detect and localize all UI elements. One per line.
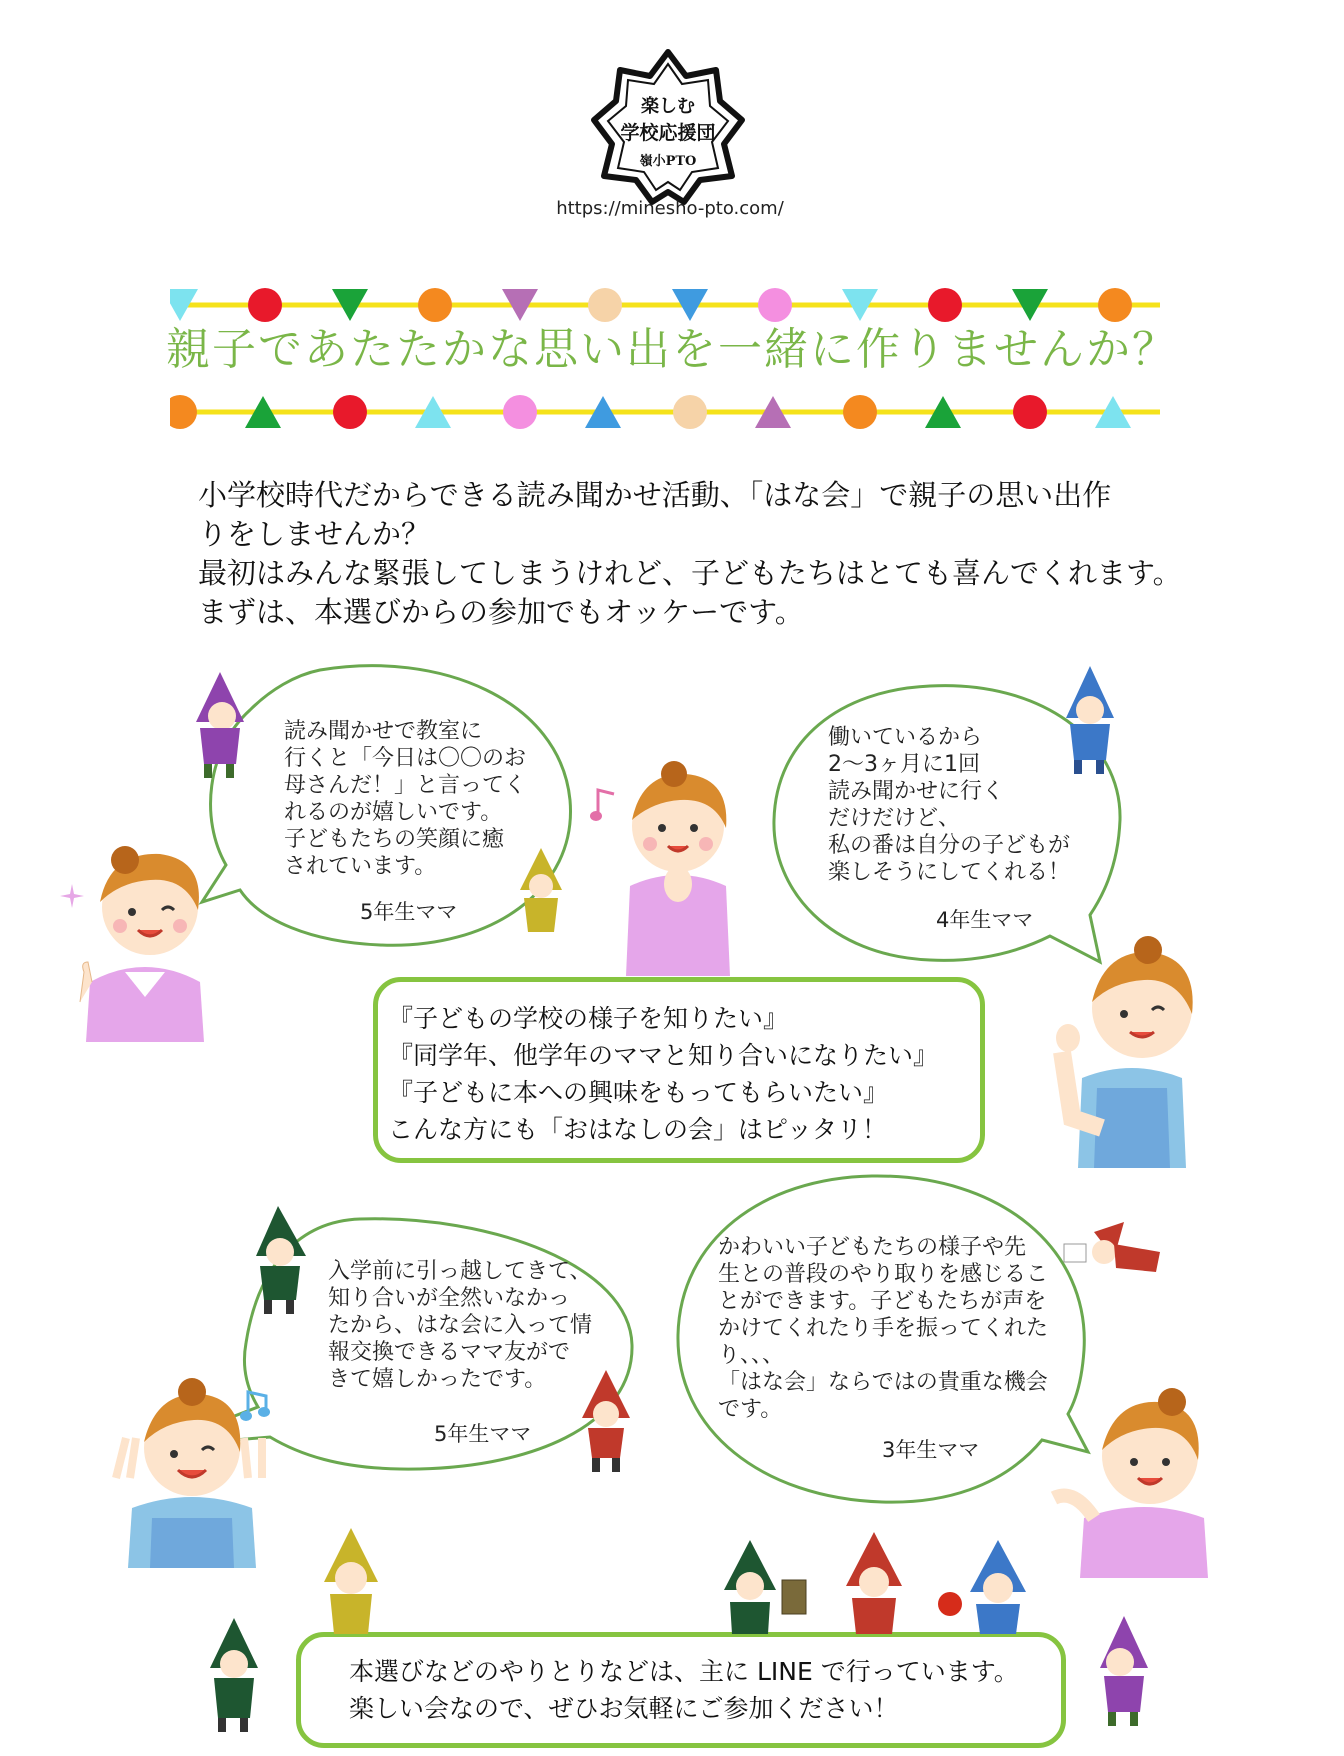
mother-illustration-5: [1054, 1378, 1214, 1578]
box-line: 『子どもの学校の様子を知りたい』: [388, 1004, 789, 1033]
bubble-2-text: [828, 724, 1070, 886]
decorative-shape-row-bottom: [170, 386, 1170, 434]
gnome-illustration-purple: [190, 672, 250, 782]
bubble-4-signature: 3年生ママ: [882, 1438, 980, 1462]
gnome-illustration-purple-2: [1092, 1616, 1154, 1734]
bubble-line: 行くと「今日は〇〇のお: [284, 746, 527, 771]
box-line: こんな方にも「おはなしの会」はピッタリ！: [388, 1115, 888, 1144]
intro-line: まずは、本選びからの参加でもオッケーです。: [198, 595, 804, 629]
music-note-icon: [240, 1388, 270, 1422]
bubble-line: れるのが嬉しいです。: [284, 800, 503, 825]
bubble-line: 知り合いが全然いなかっ: [328, 1286, 571, 1311]
intro-line: りをしませんか？: [198, 517, 431, 551]
bubble-line: とができます。子どもたちが声を: [718, 1289, 1047, 1314]
middle-callout-box: [373, 977, 985, 1163]
gnome-illustration-red-2: [840, 1532, 908, 1634]
pto-logo: [588, 46, 748, 206]
bubble-line: されています。: [284, 854, 437, 879]
bubble-line: り、、、: [718, 1343, 785, 1368]
bubble-1-text: [284, 718, 526, 880]
bubble-line: 母さんだ！」と言ってく: [284, 773, 527, 798]
gnome-illustration-green-2: [204, 1618, 264, 1738]
gnome-illustration-mustard-2: [316, 1528, 386, 1638]
bubble-line: きて嬉しかったです。: [328, 1367, 547, 1392]
bubble-line: かわいい子どもたちの様子や先: [718, 1235, 1027, 1260]
bubble-line: 子どもたちの笑顔に癒: [284, 827, 505, 852]
box-line: 『子どもに本への興味をもってもらいたい』: [388, 1078, 889, 1107]
bubble-line: たから、はな会に入って情: [328, 1313, 593, 1338]
gnome-illustration-blue: [1060, 666, 1120, 780]
bubble-line: 働いているから: [828, 725, 983, 750]
intro-line: 小学校時代だからできる読み聞かせ活動、「はな会」で親子の思い出作: [198, 478, 1112, 512]
box-line: 『同学年、他学年のママと知り合いになりたい』: [388, 1041, 939, 1070]
book-icon: [782, 1580, 806, 1614]
logo-line-2: 学校応援団: [620, 122, 716, 144]
bubble-3-text: [328, 1258, 592, 1393]
mother-illustration-3: [1052, 928, 1212, 1168]
bubble-1-signature: 5年生ママ: [360, 900, 458, 924]
intro-line: 最初はみんな緊張してしまうけれど、子どもたちはとても喜んでくれます。: [198, 556, 1182, 590]
intro-paragraph: [198, 476, 1188, 632]
bubble-line: 入学前に引っ越してきて、: [328, 1259, 592, 1284]
bubble-line: かけてくれたり手を振ってくれた: [718, 1316, 1049, 1341]
bubble-line: 報交換できるママ友がで: [328, 1340, 571, 1365]
mother-illustration-1: [70, 832, 220, 1042]
bubble-line: 楽しそうにしてくれる！: [828, 860, 1071, 885]
logo-text: [588, 46, 748, 206]
box-line: 本選びなどのやりとりなどは、主に LINE で行っています。: [349, 1657, 1019, 1686]
box-line: 楽しい会なので、ぜひお気軽にご参加ください！: [349, 1694, 899, 1723]
bubble-line: 読み聞かせで教室に: [284, 719, 483, 744]
mother-illustration-2: [618, 756, 738, 976]
bubble-3-signature: 5年生ママ: [434, 1422, 532, 1446]
bubble-2-signature: 4年生ママ: [936, 908, 1034, 932]
bubble-line: 読み聞かせに行く: [828, 779, 1005, 804]
gnome-illustration-blue-2: [934, 1540, 1054, 1634]
website-url[interactable]: https://minesho-pto.com/: [556, 198, 784, 219]
gnome-illustration-mustard: [516, 848, 566, 940]
headline: 親子であたたかな思い出を一緒に作りませんか？: [166, 324, 1178, 375]
bubble-line: 「はな会」ならではの貴重な機会: [718, 1370, 1048, 1395]
bubble-line: 生との普段のやり取りを感じるこ: [718, 1262, 1049, 1287]
gnome-illustration-green: [248, 1206, 318, 1316]
sparkle-icon: [60, 884, 84, 908]
bubble-4-text: [718, 1234, 1048, 1423]
gnome-illustration-red: [578, 1370, 634, 1474]
gnome-illustration-green-3: [720, 1540, 812, 1634]
logo-line-1: 楽しむ: [641, 96, 695, 117]
bubble-line: です。: [718, 1397, 783, 1422]
apple-icon: [938, 1592, 962, 1616]
gnome-illustration-red-flying: [1064, 1222, 1176, 1282]
bubble-line: 私の番は自分の子どもが: [828, 833, 1071, 858]
logo-line-3: 嶺小PTO: [639, 154, 697, 169]
music-note-icon: [590, 786, 618, 822]
bottom-callout-box: [296, 1632, 1066, 1748]
bubble-line: 2～3ヶ月に1回: [828, 752, 980, 777]
bubble-line: だけだけど、: [828, 806, 961, 831]
